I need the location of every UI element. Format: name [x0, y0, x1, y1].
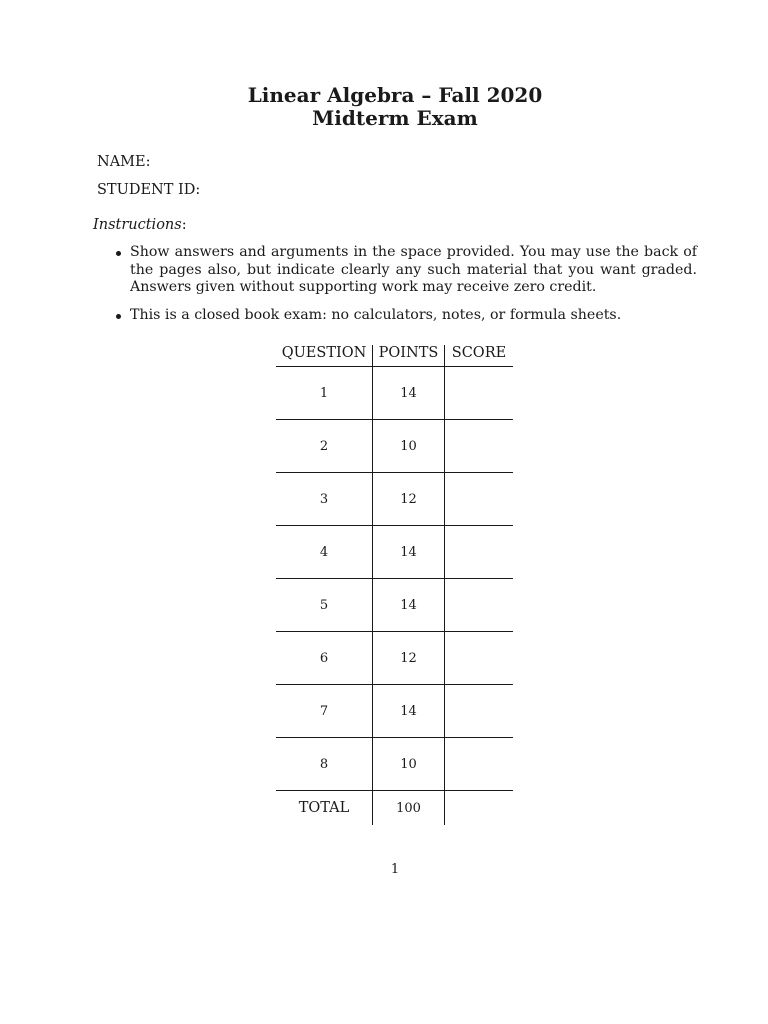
- table-row: [276, 632, 513, 685]
- question-score[interactable]: [445, 579, 514, 632]
- score-table-header-row: [276, 345, 513, 367]
- page-number: 1: [390, 862, 400, 877]
- question-points: 12: [373, 473, 445, 526]
- table-row: [276, 526, 513, 579]
- course-title: Linear Algebra – Fall 2020: [247, 83, 543, 107]
- question-score[interactable]: [445, 473, 514, 526]
- question-number: 8: [276, 738, 373, 791]
- question-number: 7: [276, 685, 373, 738]
- question-number: 5: [276, 579, 373, 632]
- question-points: 14: [373, 367, 445, 420]
- score-table: [276, 345, 513, 825]
- question-score[interactable]: [445, 685, 514, 738]
- question-score[interactable]: [445, 738, 514, 791]
- instructions-heading: [93, 217, 187, 233]
- table-row: [276, 420, 513, 473]
- instructions-colon: :: [181, 217, 187, 233]
- question-points: 10: [373, 420, 445, 473]
- instruction-item: This is a closed book exam: no calculators, notes, or formula sheets.: [112, 307, 697, 325]
- student-id-field-label: STUDENT ID:: [97, 182, 201, 198]
- question-number: 2: [276, 420, 373, 473]
- question-number: 4: [276, 526, 373, 579]
- table-row: [276, 473, 513, 526]
- total-row: [276, 791, 513, 826]
- exam-name: Midterm Exam: [312, 106, 478, 130]
- exam-title: [0, 84, 768, 130]
- name-field-label: NAME:: [97, 154, 151, 170]
- instructions-label: Instructions: [93, 217, 182, 233]
- table-row: [276, 579, 513, 632]
- question-points: 12: [373, 632, 445, 685]
- question-score[interactable]: [445, 526, 514, 579]
- question-score[interactable]: [445, 420, 514, 473]
- instruction-item: Show answers and arguments in the space provided. You may use the back of the pages also, but indicate clearly any such material that you want graded. Answers given without supporting work may receive zero credit.: [112, 244, 697, 297]
- question-number: 6: [276, 632, 373, 685]
- total-points: 100: [373, 791, 445, 826]
- instructions-list: [112, 244, 697, 334]
- question-score[interactable]: [445, 367, 514, 420]
- header-points: POINTS: [373, 345, 445, 367]
- question-points: 14: [373, 685, 445, 738]
- header-question: QUESTION: [276, 345, 373, 367]
- question-score[interactable]: [445, 632, 514, 685]
- table-row: [276, 685, 513, 738]
- header-score: SCORE: [445, 345, 514, 367]
- question-number: 3: [276, 473, 373, 526]
- table-row: [276, 738, 513, 791]
- question-points: 10: [373, 738, 445, 791]
- table-row: [276, 367, 513, 420]
- question-points: 14: [373, 526, 445, 579]
- total-score[interactable]: [445, 791, 514, 826]
- question-points: 14: [373, 579, 445, 632]
- total-label: TOTAL: [276, 791, 373, 826]
- question-number: 1: [276, 367, 373, 420]
